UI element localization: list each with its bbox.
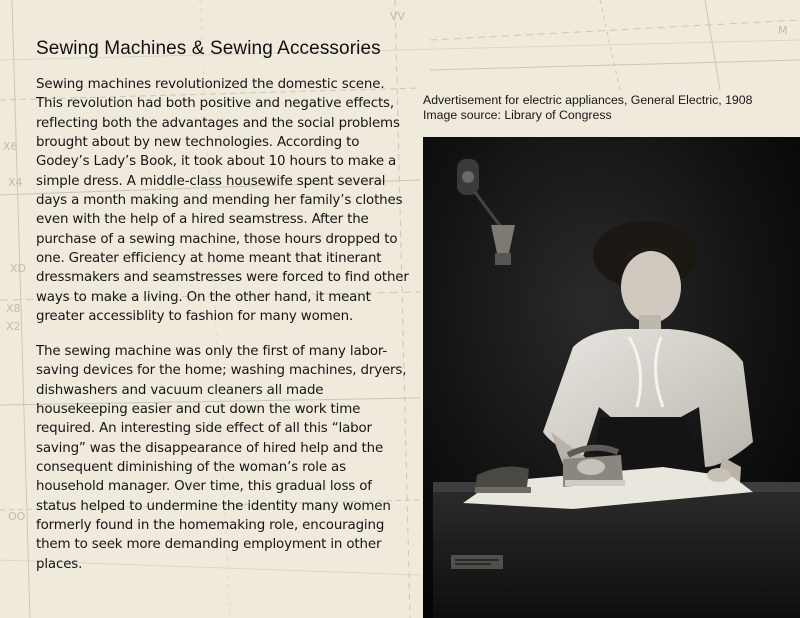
- pattern-marking: XD: [10, 262, 27, 275]
- photo-illustration: [423, 137, 800, 618]
- paragraph-2: The sewing machine was only the first of many labor-saving devices for the home; washing machines, dryers, dishwashers and vacuum cleaners all made housekeeping easier and cut down the work time required. An interesting side effect of all this “labor saving” was the disappearance of hired help and the consequent diminishing of the woman’s role as household manager. Over time, this gradual loss of status helped to undermine the identity many women formerly found in the homemaking role, encouraging them to seek more demanding employment in other places.: [36, 343, 407, 572]
- pattern-marking: OO: [8, 510, 26, 523]
- pattern-marking: VV: [390, 10, 406, 23]
- caption-source: Image source: Library of Congress: [423, 108, 612, 122]
- page-title: Sewing Machines & Sewing Accessories: [36, 38, 381, 59]
- caption-title: Advertisement for electric appliances, General Electric, 1908: [423, 93, 753, 107]
- photo-caption: [423, 93, 752, 123]
- paragraph-1: Sewing machines revolutionized the domestic scene. This revolution had both positive and negative effects, reflecting both the advantages and the social problems brought about by new technologies. According to Godey’s Lady’s Book, it took about 10 hours to make a simple dress. A middle-class housewife spent several days a month making and mending her family’s clothes even with the help of a hired seamstress. After the purchase of a sewing machine, those hours dropped to one. Greater efficiency at home meant that itinerant dressmakers and seamstresses were forced to find other ways to make a living. On the other hand, it meant greater accessiblity to fashion for many women.: [36, 77, 409, 325]
- pattern-marking: X4: [8, 176, 23, 189]
- article-body: [36, 75, 414, 590]
- pattern-marking: X2: [6, 320, 21, 333]
- historical-photo-woman-ironing: [423, 137, 800, 618]
- pattern-marking: X8: [6, 302, 21, 315]
- pattern-marking: X6: [3, 140, 18, 153]
- pattern-marking: M: [778, 24, 788, 37]
